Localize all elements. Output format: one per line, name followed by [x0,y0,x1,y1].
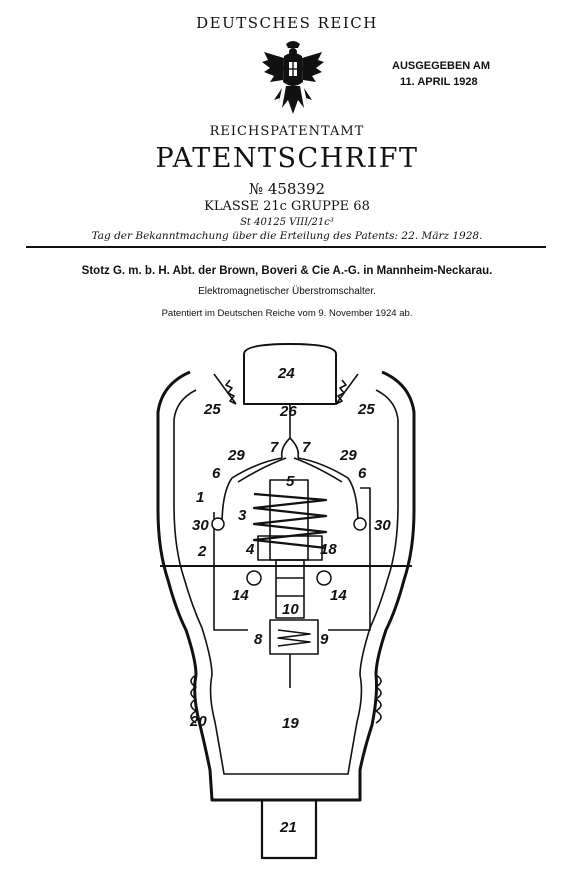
label-18: 18 [320,541,337,558]
label-25-right: 25 [358,401,375,418]
label-6-left: 6 [212,465,221,482]
issued-label: AUSGEGEBEN AM [392,60,490,72]
imperial-eagle-emblem [262,38,324,120]
applicant: Stotz G. m. b. H. Abt. der Brown, Boveri & Cie A.-G. in Mannheim-Neckarau. [81,265,493,277]
label-14-left: 14 [232,587,249,604]
patent-office: REICHSPATENTAMT [209,124,365,139]
label-30-right: 30 [374,517,391,534]
label-1: 1 [196,489,205,506]
issued-date: 11. APRIL 1928 [400,76,478,88]
patent-number: № 458392 [248,180,326,198]
label-21: 21 [280,819,297,836]
label-25-left: 25 [204,401,221,418]
label-10: 10 [282,601,299,618]
document-type: PATENTSCHRIFT [155,143,419,174]
label-30-left: 30 [192,517,209,534]
label-8: 8 [254,631,263,648]
technical-drawing [0,330,574,869]
label-7-left: 7 [270,439,279,456]
label-5: 5 [286,473,295,490]
label-6-right: 6 [358,465,367,482]
header-divider [26,246,546,248]
label-9: 9 [320,631,329,648]
label-19: 19 [282,715,299,732]
label-2: 2 [198,543,207,560]
patented-since: Patentiert im Deutschen Reiche vom 9. November 1924 ab. [161,308,413,319]
label-4: 4 [246,541,255,558]
label-20: 20 [190,713,207,730]
label-29-left: 29 [228,447,245,464]
classification: KLASSE 21c GRUPPE 68 [204,199,370,214]
file-reference: St 40125 VIII/21c³ [240,217,334,228]
country-heading: DEUTSCHES REICH [196,14,378,32]
label-24: 24 [278,365,295,382]
label-29-right: 29 [340,447,357,464]
label-14-right: 14 [330,587,347,604]
announcement-date: Tag der Bekanntmachung über die Erteilung des Patents: 22. März 1928. [91,230,483,242]
label-3: 3 [238,507,247,524]
invention-title: Elektromagnetischer Überstromschalter. [198,286,376,297]
label-26: 26 [280,403,297,420]
label-7-right: 7 [302,439,311,456]
